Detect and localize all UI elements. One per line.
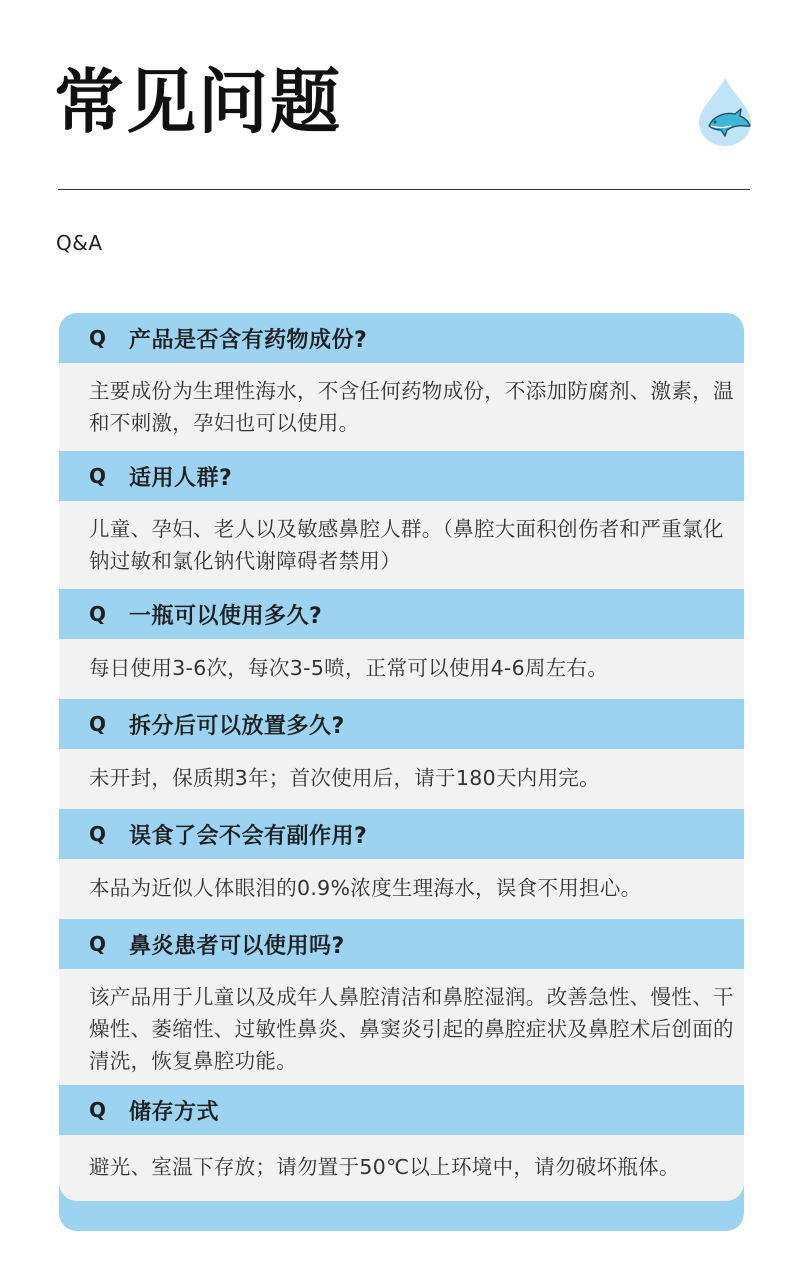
faq-question-row <box>59 809 744 859</box>
q-mark: Q <box>89 602 107 626</box>
faq-answer: 避光、室温下存放；请勿置于50℃以上环境中，请勿破坏瓶体。 <box>89 1155 680 1179</box>
page-title: 常见问题 <box>54 61 342 143</box>
faq-question: 适用人群? <box>129 465 233 491</box>
faq-answer: 未开封，保质期3年；首次使用后，请于180天内用完。 <box>89 766 600 790</box>
faq-question-row <box>59 589 744 639</box>
q-mark: Q <box>89 464 107 488</box>
faq-answer: 该产品用于儿童以及成年人鼻腔清洁和鼻腔湿润。改善急性、慢性、干燥性、萎缩性、过敏性鼻炎、鼻窦炎引起的鼻腔症状及鼻腔术后创面的清洗，恢复鼻腔功能。 <box>89 985 734 1073</box>
dolphin-water-drop-icon <box>695 76 755 148</box>
faq-question: 产品是否含有药物成份? <box>129 327 368 353</box>
faq-answer: 本品为近似人体眼泪的0.9%浓度生理海水，误食不用担心。 <box>89 876 642 900</box>
page-subtitle: Q&A <box>56 231 103 255</box>
faq-question-row <box>59 919 744 969</box>
q-mark: Q <box>89 932 107 956</box>
faq-question-row <box>59 1085 744 1135</box>
faq-question-row <box>59 699 744 749</box>
faq-list <box>59 313 744 1201</box>
q-mark: Q <box>89 326 107 350</box>
faq-answer: 儿童、孕妇、老人以及敏感鼻腔人群。（鼻腔大面积创伤者和严重氯化钠过敏和氯化钠代谢障碍者禁用） <box>89 517 724 573</box>
faq-answer: 主要成份为生理性海水，不含任何药物成份，不添加防腐剂、激素，温和不刺激，孕妇也可以使用。 <box>89 379 734 435</box>
header-divider <box>58 189 750 190</box>
faq-question-row <box>59 451 744 501</box>
faq-question: 储存方式 <box>129 1099 220 1125</box>
faq-question: 拆分后可以放置多久? <box>129 713 345 739</box>
faq-card <box>59 313 744 1231</box>
faq-answer: 每日使用3-6次，每次3-5喷，正常可以使用4-6周左右。 <box>89 656 609 680</box>
q-mark: Q <box>89 1098 107 1122</box>
faq-question: 一瓶可以使用多久? <box>129 603 323 629</box>
faq-question-row <box>59 313 744 363</box>
faq-question: 误食了会不会有副作用? <box>129 823 368 849</box>
faq-question: 鼻炎患者可以使用吗? <box>129 933 345 959</box>
q-mark: Q <box>89 822 107 846</box>
q-mark: Q <box>89 712 107 736</box>
